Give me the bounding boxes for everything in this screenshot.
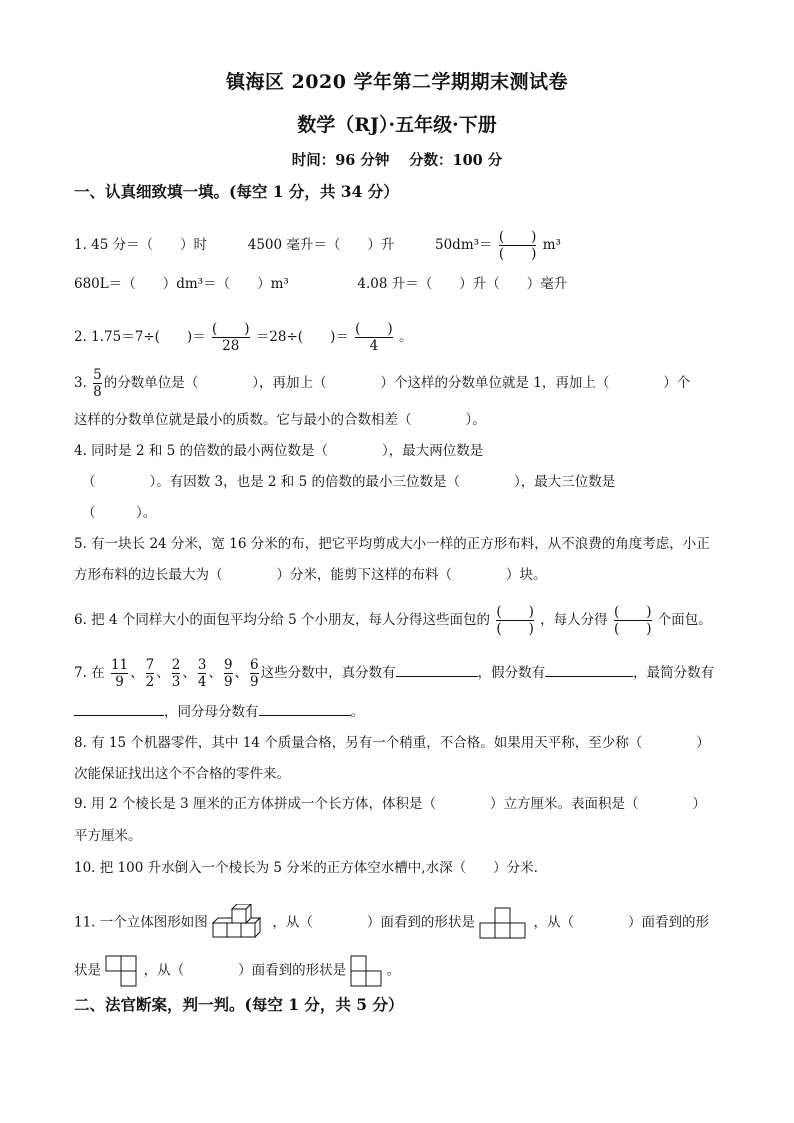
q7-fraction-1 <box>111 657 128 690</box>
q2-text-1: 2. 1.75＝7÷( )＝ <box>74 329 206 345</box>
question-9-line-1: 9. 用 2 个棱长是 3 厘米的正方体拼成一个长方体，体积是（ ）立方厘米。表面积是（ ） <box>74 796 707 812</box>
fraction-denominator: 2 <box>145 674 155 690</box>
q7-fraction-4 <box>198 657 207 690</box>
q11-text-2: ，从（ ）面看到的形状是 <box>272 914 475 931</box>
q11-text-4: 状是 <box>74 962 101 979</box>
q1-unit: m³ <box>542 237 561 253</box>
fraction-numerator: ( ) <box>613 604 652 620</box>
question-5-line-1: 5. 有一块长 24 分米，宽 16 分米的布，把它平均剪成大小一样的正方形布料，从不浪费的角度考虑，小正 <box>74 536 710 552</box>
question-5-line-2: 方形布料的边长最大为（ ）分米，能剪下这样的布料（ ）块。 <box>74 567 547 583</box>
question-3-line-1 <box>74 367 690 400</box>
q11-text-6: 。 <box>386 962 401 979</box>
q6-text-1: 6. 把 4 个同样大小的面包平均分给 5 个小朋友，每人分得这些面包的 <box>74 612 491 628</box>
view-shape-2 <box>105 955 139 987</box>
q7-text-pre: 7. 在 <box>74 665 105 681</box>
fraction-numerator: 6 <box>250 657 259 673</box>
fraction-numerator: ( ) <box>496 604 534 620</box>
answer-blank[interactable] <box>396 664 478 677</box>
q7-text-5: 。 <box>350 704 364 720</box>
fraction-numerator: 2 <box>171 657 181 673</box>
fraction-denominator: 4 <box>197 674 207 690</box>
question-7-line-1 <box>74 657 714 690</box>
fraction-numerator: 11 <box>110 657 129 673</box>
q11-text-1: 11. 一个立体图形如图 <box>74 914 208 931</box>
q7-fraction-2 <box>146 657 155 690</box>
answer-blank[interactable] <box>259 703 351 716</box>
question-8-line-2: 次能保证找出这个不合格的零件来。 <box>74 766 290 782</box>
fraction-denominator: ( ) <box>498 246 537 262</box>
question-11-line-2 <box>74 955 400 987</box>
fraction-denominator: 3 <box>171 674 181 690</box>
fraction-numerator: ( ) <box>355 321 393 337</box>
q7-fraction-3 <box>172 657 181 690</box>
question-4-line-2: （ ）。有因数 3，也是 2 和 5 的倍数的最小三位数是（ ），最大三位数是 <box>82 474 616 490</box>
section-2-heading: 二、法官断案，判一判。(每空 1 分，共 5 分） <box>74 995 404 1014</box>
fraction-numerator: 9 <box>223 657 233 673</box>
fraction-denominator: ( ) <box>496 621 534 637</box>
fraction-denominator: 9 <box>250 674 259 690</box>
q2-fraction-2 <box>355 321 393 354</box>
section-1-heading: 一、认真细致填一填。(每空 1 分，共 34 分） <box>74 182 399 201</box>
q3-number: 3. <box>74 375 92 391</box>
q2-text-3: 。 <box>398 329 413 345</box>
q1-part-c: 50dm³＝ <box>435 237 493 253</box>
q6-text-3: 个面包。 <box>657 612 712 628</box>
view-shape-3 <box>350 955 382 987</box>
q7-text-2: ，假分数有 <box>477 665 546 681</box>
fraction-denominator: 28 <box>222 338 240 354</box>
q7-separator: 、 <box>208 665 222 681</box>
q7-text-4: ，同分母分数有 <box>164 704 259 720</box>
question-1-row-1 <box>74 229 561 262</box>
q7-separator: 、 <box>156 665 170 681</box>
question-4-line-3: （ ）。 <box>82 505 157 521</box>
question-4-line-1: 4. 同时是 2 和 5 的倍数的最小两位数是（ ），最大两位数是 <box>74 443 484 459</box>
q1-part-e: 4.08 升＝（ ）升（ ）毫升 <box>357 276 568 292</box>
q1-fraction <box>499 229 537 262</box>
cube-solid-figure <box>212 904 268 942</box>
q7-separator: 、 <box>182 665 196 681</box>
q11-text-5: ，从（ ）面看到的形状是 <box>143 962 347 979</box>
question-2 <box>74 321 412 354</box>
question-10: 10. 把 100 升水倒入一个棱长为 5 分米的正方体空水槽中,水深（ ）分米. <box>74 860 538 876</box>
exam-title: 镇海区 2020 学年第二学期期末测试卷 <box>225 71 569 93</box>
view-shape-1 <box>479 907 529 939</box>
fraction-numerator: ( ) <box>211 321 250 337</box>
q1-part-d: 680L＝（ ）dm³＝（ ）m³ <box>74 276 289 292</box>
q7-fraction-6 <box>250 657 259 690</box>
answer-blank[interactable] <box>545 664 633 677</box>
question-8-line-1: 8. 有 15 个机器零件，其中 14 个质量合格，另有一个稍重，不合格。如果用天平称，至少称（ ） <box>74 735 710 751</box>
exam-subtitle: 数学（RJ）·五年级·下册 <box>297 114 497 136</box>
fraction-denominator: 4 <box>369 338 379 354</box>
fraction-numerator: 7 <box>145 657 155 673</box>
fraction-denominator: ( ) <box>613 621 652 637</box>
question-11-line-1 <box>74 904 709 942</box>
q11-text-3: ，从（ ）面看到的形 <box>533 914 709 931</box>
question-3-line-2: 这样的分数单位就是最小的质数。它与最小的合数相差（ ）。 <box>74 412 486 428</box>
q7-fraction-5 <box>224 657 233 690</box>
q3-fraction <box>93 367 102 400</box>
q3-text-1: 的分数单位是（ ），再加上（ ）个这样的分数单位就是 1，再加上（ ）个 <box>103 375 691 391</box>
fraction-numerator: 5 <box>93 367 102 383</box>
q1-part-a: 1. 45 分＝（ ）时 <box>74 237 208 253</box>
q7-text-3: ，最简分数有 <box>633 665 715 681</box>
question-6 <box>74 604 712 637</box>
q2-fraction-1 <box>212 321 250 354</box>
q6-fraction-2 <box>614 604 652 637</box>
q1-part-b: 4500 毫升＝（ ）升 <box>247 237 395 253</box>
q7-text-1: 这些分数中，真分数有 <box>260 665 396 681</box>
q7-separator: 、 <box>130 665 144 681</box>
q6-text-2: ，每人分得 <box>540 612 608 628</box>
fraction-numerator: ( ) <box>498 229 537 245</box>
q6-fraction-1 <box>496 604 534 637</box>
q7-separator: 、 <box>234 665 249 681</box>
q2-text-2: ＝28÷( )＝ <box>255 329 349 345</box>
question-7-line-2 <box>74 702 364 722</box>
fraction-denominator: 9 <box>115 674 124 690</box>
fraction-denominator: 8 <box>93 384 102 400</box>
question-9-line-2: 平方厘米。 <box>74 828 142 844</box>
answer-blank[interactable] <box>74 703 164 716</box>
fraction-numerator: 3 <box>197 657 207 673</box>
question-1-row-2 <box>74 274 567 294</box>
fraction-denominator: 9 <box>223 674 233 690</box>
exam-info: 时间：96 分钟 分数：100 分 <box>291 152 503 169</box>
